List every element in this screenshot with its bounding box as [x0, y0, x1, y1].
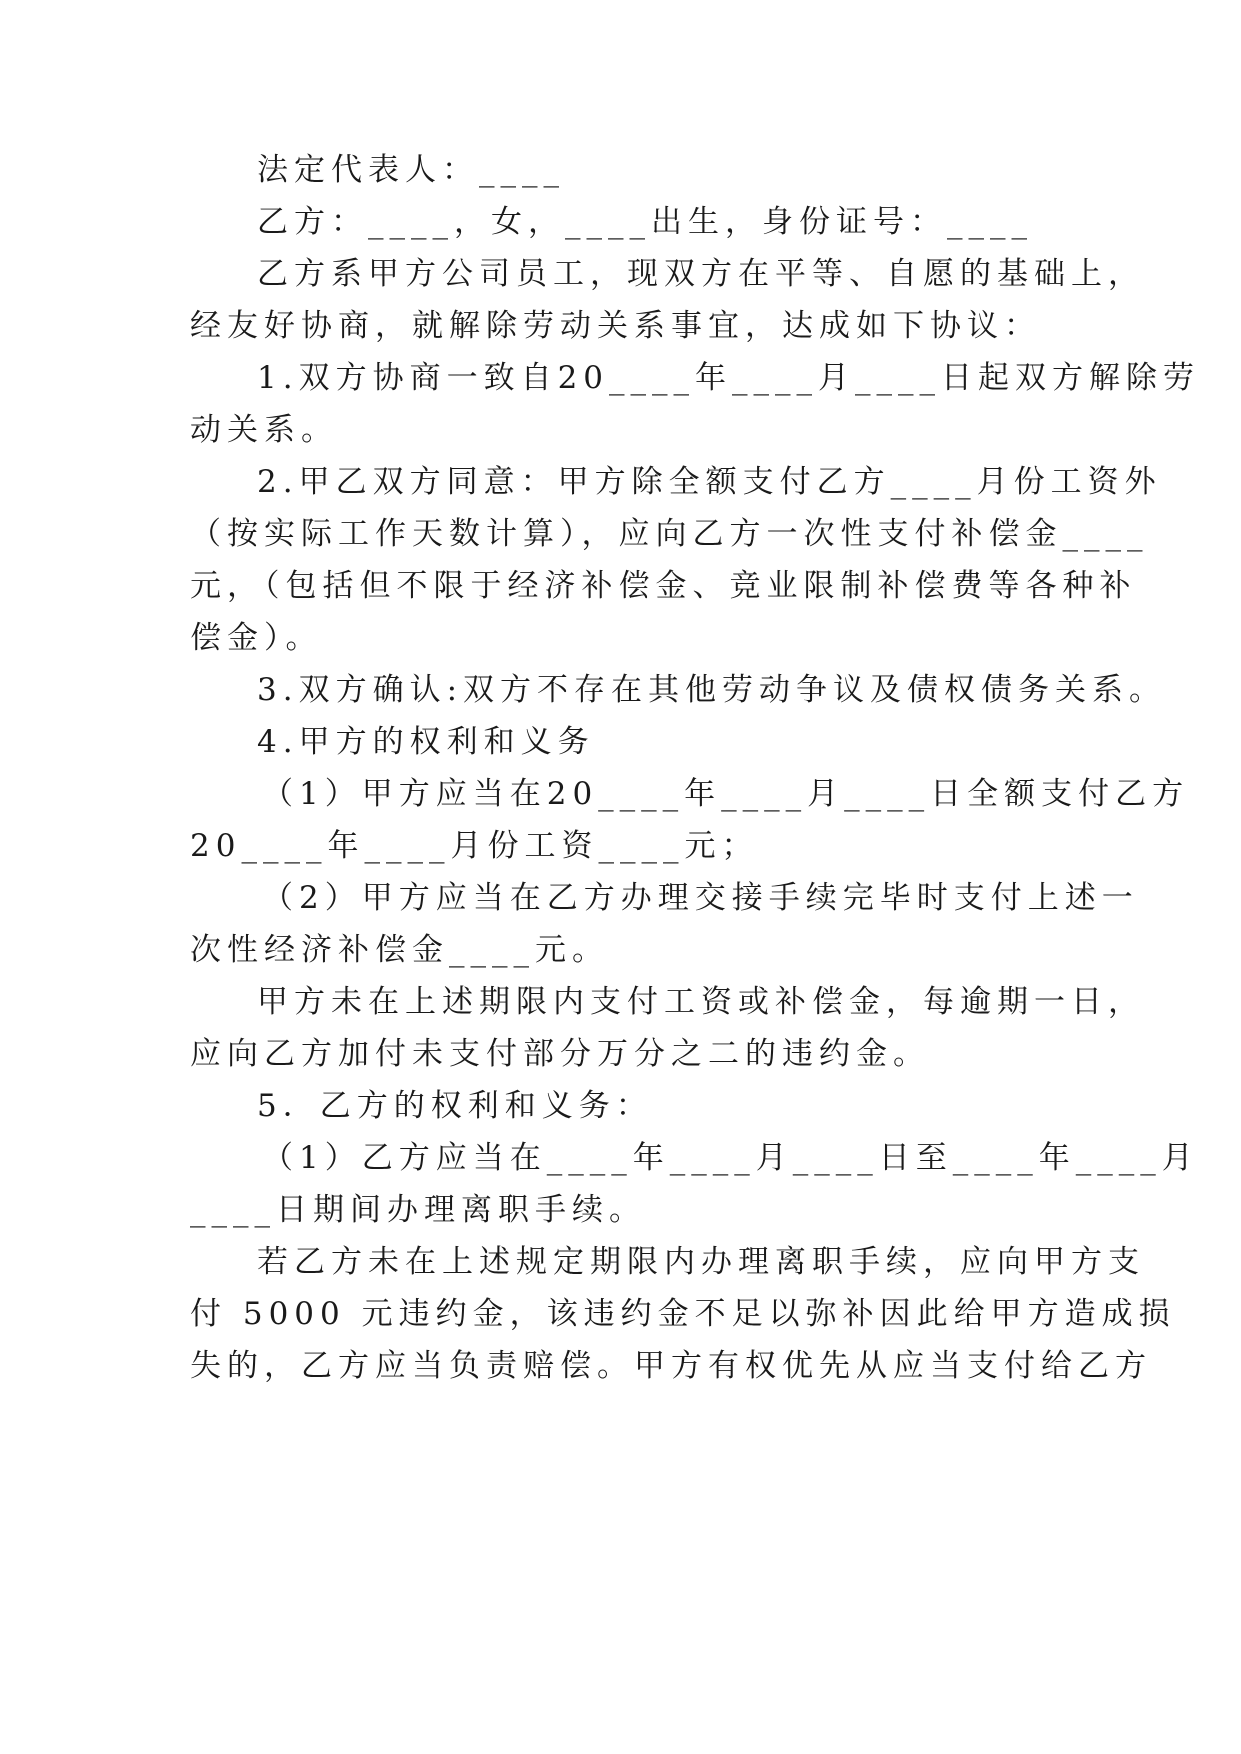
clause-2-line-2: （按实际工作天数计算），应向乙方一次性支付补偿金____: [190, 516, 1149, 552]
clause-2-line-4: 偿金）。: [190, 620, 323, 656]
clause-5-1-line-1: （1）乙方应当在____年____月____日至____年____月: [262, 1140, 1199, 1176]
clause-1-line-2: 动关系。: [190, 412, 338, 448]
clause-4-2-line-1: （2）甲方应当在乙方办理交接手续完毕时支付上述一: [262, 880, 1139, 916]
penalty-a-line-1: 甲方未在上述期限内支付工资或补偿金，每逾期一日，: [257, 984, 1145, 1020]
penalty-b-line-2: 付 5000 元违约金，该违约金不足以弥补因此给甲方造成损: [190, 1296, 1176, 1332]
clause-4-1-line-2: 20____年____月份工资____元；: [190, 828, 759, 864]
clause-2-line-3: 元，（包括但不限于经济补偿金、竞业限制补偿费等各种补: [190, 568, 1137, 604]
clause-4-heading: 4.甲方的权利和义务: [257, 724, 595, 760]
penalty-b-line-1: 若乙方未在上述规定期限内办理离职手续，应向甲方支: [257, 1244, 1145, 1280]
legal-representative-line: 法定代表人：____: [257, 152, 565, 188]
clause-4-1-line-1: （1）甲方应当在20____年____月____日全额支付乙方: [262, 776, 1190, 812]
clause-2-line-1: 2.甲乙双方同意：甲方除全额支付乙方____月份工资外: [257, 464, 1162, 500]
preamble-line-1: 乙方系甲方公司员工，现双方在平等、自愿的基础上，: [257, 256, 1145, 292]
penalty-a-line-2: 应向乙方加付未支付部分万分之二的违约金。: [190, 1036, 930, 1072]
clause-3-line: 3.双方确认:双方不存在其他劳动争议及债权债务关系。: [257, 672, 1167, 708]
party-b-info-line: 乙方：____，女，____出生，身份证号：____: [257, 204, 1033, 240]
clause-5-heading: 5．乙方的权利和义务：: [257, 1088, 653, 1124]
preamble-line-2: 经友好协商，就解除劳动关系事宜，达成如下协议：: [190, 308, 1041, 344]
clause-1-line-1: 1.双方协商一致自20____年____月____日起双方解除劳: [257, 360, 1201, 396]
clause-4-2-line-2: 次性经济补偿金____元。: [190, 932, 609, 968]
penalty-b-line-3: 失的，乙方应当负责赔偿。甲方有权优先从应当支付给乙方: [190, 1348, 1152, 1384]
clause-5-1-line-2: ____日期间办理离职手续。: [190, 1192, 646, 1228]
